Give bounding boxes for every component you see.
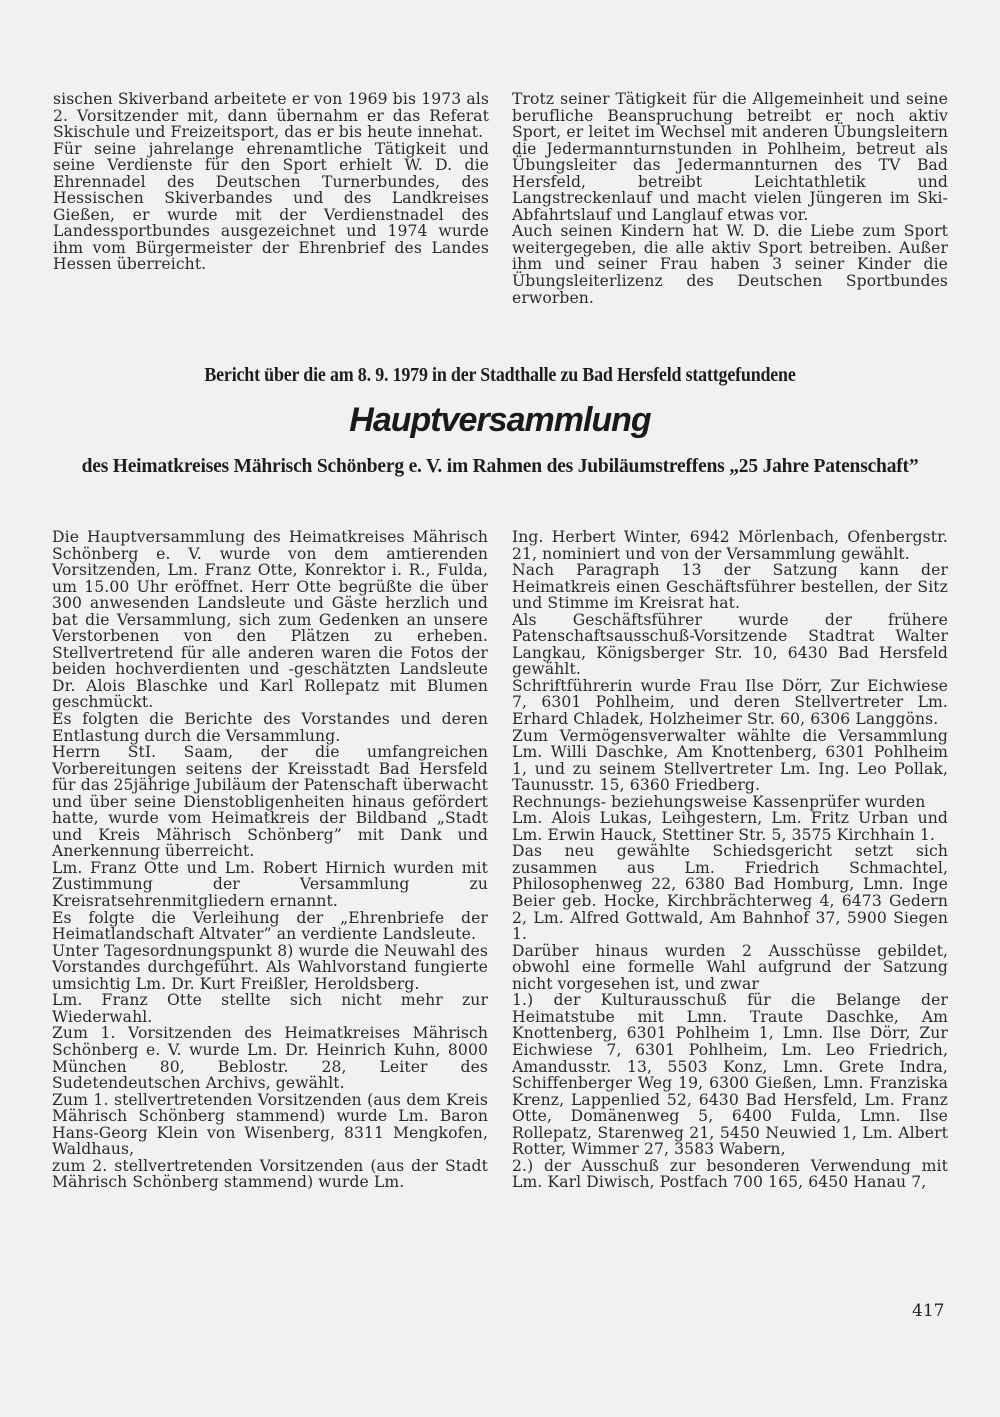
- paragraph: 1.) der Kulturausschuß für die Belange der Heimatstube mit Lmn. Traute Daschke, Am Knottenberg, 6301 Pohlheim 1, Lmn. Ilse Dörr, Zur Eichwiese 7, 6301 Pohlheim, Lm. Leo Friedrich, Amandusstr. 13, 5503 Konz, Lmn. Grete Indra, Schiffenberger Weg 19, 6300 Gießen, Lmn. Franziska Krenz, Lappenlied 52, 6430 Bad Hersfeld, Lm. Franz Otte, Domänenweg 5, 6400 Fulda, Lmn. Ilse Rollepatz, Starenweg 21, 5450 Neuwied 1, Lm. Albert Rotter, Wimmer 27, 3583 Wabern,: [512, 991, 948, 1159]
- paragraph: Das neu gewählte Schiedsgericht setzt sich zusammen aus Lm. Friedrich Schmachtel, Philosophenweg 22, 6380 Bad Homburg, Lmn. Inge Beier geb. Hocke, Kirchbrächterweg 4, 6473 Gedern 2, Lm. Alfred Gottwald, Am Bahnhof 37, 5900 Siegen 1.: [512, 842, 948, 944]
- article-right-column: [512, 529, 948, 1191]
- paragraph: Ing. Herbert Winter, 6942 Mörlenbach, Ofenbergstr. 21, nominiert und von der Versammlung gewählt.: [512, 528, 948, 563]
- paragraph: Als Geschäftsführer wurde der frühere Patenschaftsausschuß-Vorsitzende Stadtrat Walter Langkau, Königsberger Str. 10, 6430 Bad Hersfeld gewählt.: [512, 610, 948, 679]
- paragraph: Unter Tagesordnungspunkt 8) wurde die Neuwahl des Vorstandes durchgeführt. Als Wahlvorstand fungierte umsichtig Lm. Dr. Kurt Freißler, Heroldsberg.: [52, 941, 488, 993]
- paragraph: Zum 1. Vorsitzenden des Heimatkreises Mährisch Schönberg e. V. wurde Lm. Dr. Heinrich Kuhn, 8000 München 80, Beblostr. 28, Leiter des Sudetendeutschen Archivs, gewählt.: [52, 1024, 488, 1093]
- paragraph: sischen Skiverband arbeitete er von 1969 bis 1973 als 2. Vorsitzender mit, dann übernahm er das Referat Skischule und Freizeitsport, das er bis heute innehat.: [53, 90, 489, 142]
- paragraph: Auch seinen Kindern hat W. D. die Liebe zum Sport weitergegeben, die alle aktiv Sport betreiben. Außer ihm und seiner Frau haben 3 seiner Kinder die Übungsleiterlizenz des Deutschen Sportbundes erworben.: [512, 222, 948, 307]
- paragraph: Die Hauptversammlung des Heimatkreises Mährisch Schönberg e. V. wurde von dem amtierenden Vorsitzenden, Lm. Franz Otte, Konrektor i. R., Fulda, um 15.00 Uhr eröffnet. Herr Otte begrüßte die über 300 anwesenden Landsleute und Gäste herzlich und bat die Versammlung, sich zum Gedenken an unsere Verstorbenen von den Plätzen zu erheben. Stellvertretend für alle anderen waren die Fotos der beiden hochverdienten und -geschätzten Landsleute Dr. Alois Blaschke und Karl Rollepatz mit Blumen geschmückt.: [52, 528, 488, 712]
- paragraph: Zum Vermögensverwalter wählte die Versammlung Lm. Willi Daschke, Am Knottenberg, 6301 Pohlheim 1, und zu seinem Stellvertreter Lm. Ing. Leo Pollak, Taunusstr. 15, 6360 Friedberg.: [512, 726, 948, 795]
- article-left-column: [52, 529, 488, 1191]
- article-kicker: Bericht über die am 8. 9. 1979 in der Stadthalle zu Bad Hersfeld stattgefundene: [204, 365, 796, 386]
- paragraph: Schriftführerin wurde Frau Ilse Dörr, Zur Eichwiese 7, 6301 Pohlheim, und deren Stellvertreter Lm. Erhard Chladek, Holzheimer Str. 60, 6306 Langgöns.: [512, 676, 948, 729]
- page-number: 417: [912, 1301, 945, 1321]
- paragraph: Herrn StI. Saam, der die umfangreichen Vorbereitungen seitens der Kreisstadt Bad Hersfeld für das 25jährige Jubiläum der Patenschaft überwacht und über seine Dienstobligenheiten hinaus gefördert hatte, wurde vom Heimatkreis der Bildband „Stadt und Kreis Mährisch Schönberg” mit Dank und Anerkennung überreicht.: [52, 743, 488, 861]
- paragraph: 2.) der Ausschuß zur besonderen Verwendung mit Lm. Karl Diwisch, Postfach 700 165, 6450 Hanau 7,: [512, 1156, 948, 1192]
- paragraph: Lm. Franz Otte stellte sich nicht mehr zur Wiederwahl.: [52, 991, 488, 1026]
- paragraph: Rechnungs- beziehungsweise Kassenprüfer wurden: [512, 792, 926, 811]
- paragraph: Nach Paragraph 13 der Satzung kann der Heimatkreis einen Geschäftsführer bestellen, der Sitz und Stimme im Kreisrat hat.: [512, 561, 948, 613]
- article-headline: Hauptversammlung: [349, 401, 651, 439]
- paragraph: Es folgte die Verleihung der „Ehrenbriefe der Heimatlandschaft Altvater” an verdiente Landsleute.: [52, 908, 488, 944]
- top-right-column: [512, 91, 948, 306]
- paragraph: Zum 1. stellvertretenden Vorsitzenden (aus dem Kreis Mährisch Schönberg stammend) wurde Lm. Baron Hans-Georg Klein von Wisenberg, 8311 Mengkofen, Waldhaus,: [52, 1090, 488, 1159]
- paragraph: Darüber hinaus wurden 2 Ausschüsse gebildet, obwohl eine formelle Wahl aufgrund der Satzung nicht vorgesehen ist, und zwar: [512, 941, 948, 993]
- paragraph: Lm. Alois Lukas, Leihgestern, Lm. Fritz Urban und Lm. Erwin Hauck, Stettiner Str. 5, 3575 Kirchhain 1.: [512, 809, 948, 844]
- paragraph: Lm. Franz Otte und Lm. Robert Hirnich wurden mit Zustimmung der Versammlung zu Kreisratsehrenmitgliedern ernannt.: [52, 858, 488, 911]
- top-left-column: [53, 91, 489, 273]
- paragraph: Für seine jahrelange ehrenamtliche Tätigkeit und seine Verdienste für den Sport erhielt W. D. die Ehrennadel des Deutschen Turnerbundes, des Hessischen Skiverbandes und des Landkreises Gießen, er wurde mit der Verdienstnadel des Landessportbundes ausgezeichnet und 1974 wurde ihm vom Bürgermeister der Ehrenbrief des Landes Hessen überreicht.: [53, 139, 489, 274]
- paragraph: Es folgten die Berichte des Vorstandes und deren Entlastung durch die Versammlung.: [52, 710, 488, 745]
- paragraph: Trotz seiner Tätigkeit für die Allgemeinheit und seine berufliche Beanspruchung betreibt er noch aktiv Sport, er leitet im Wechsel mit anderen Übungsleitern die Jedermannturnstunden in Pohlheim, betreut als Übungsleiter das Jedermannturnen des TV Bad Hersfeld, betreibt Leichtathletik und Langstreckenlauf und macht vielen Jüngeren im Ski-Abfahrtslauf und Langlauf etwas vor.: [512, 90, 948, 224]
- article-subhead: des Heimatkreises Mährisch Schönberg e. V. im Rahmen des Jubiläumstreffens „25 Jahre Patenschaft”: [81, 456, 919, 477]
- paragraph: zum 2. stellvertretenden Vorsitzenden (aus der Stadt Mährisch Schönberg stammend) wurde Lm.: [52, 1156, 488, 1192]
